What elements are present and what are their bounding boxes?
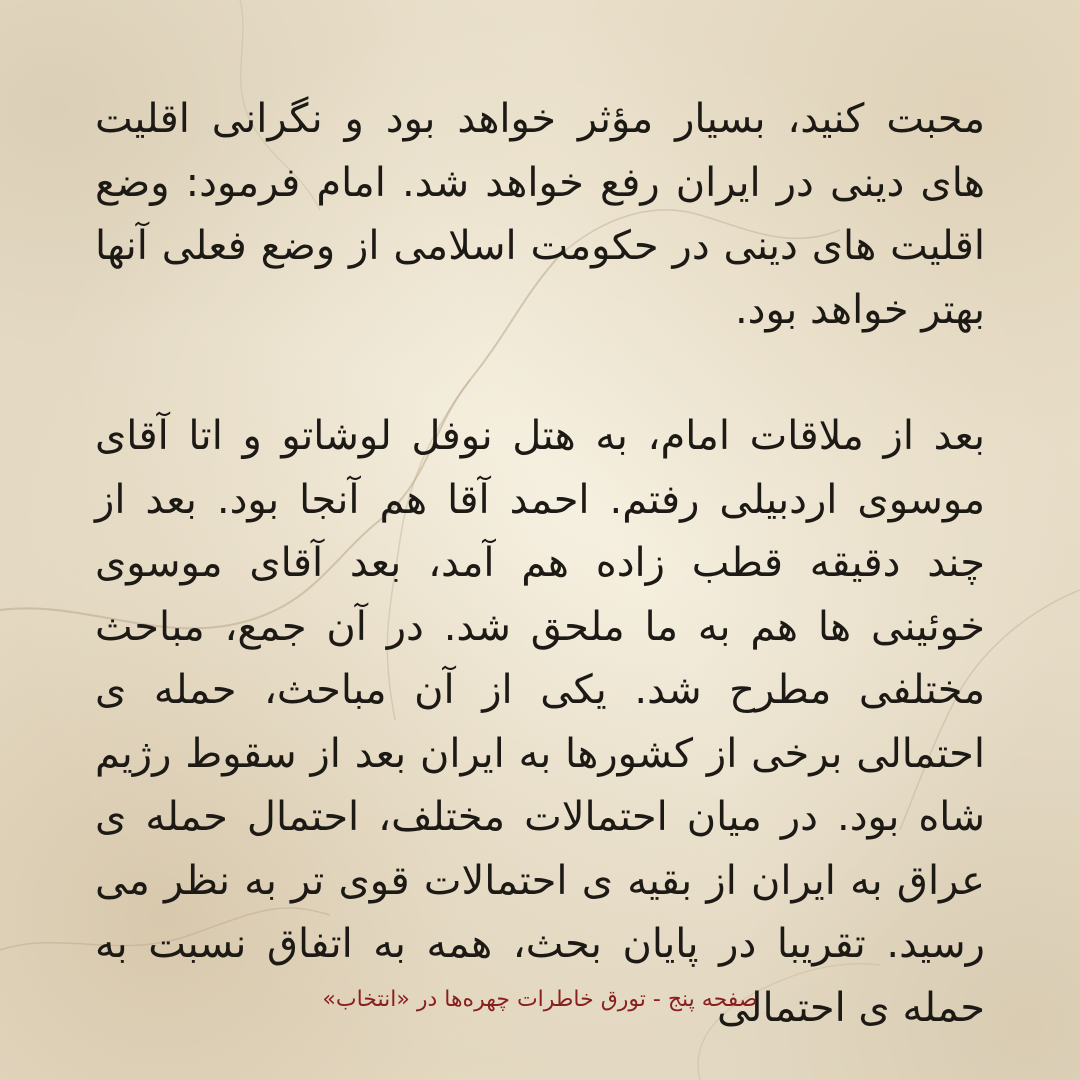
paragraph-2: بعد از ملاقات امام، به هتل نوفل لوشاتو و اتا آقای موسوی اردبیلی رفتم. احمد آقا هم آنجا بود. بعد از چند دقیقه قطب زاده هم آمد، بعد آقای موسوی خوئینی ها هم به ما ملحق شد. در آن جمع، مباحث مختلفی مطرح شد. یکی از آن مباحث، حمله ی احتمالی برخی از کشورها به ایران بعد از سقوط رژیم شاه بود. در میان احتمالات مختلف، احتمال حمله ی عراق به ایران از بقیه ی احتمالات قوی تر به نظر می رسید. تقریبا در پایان بحث، همه به اتفاق نسبت به حمله ی احتمالی: [95, 413, 985, 1031]
paragraph-1: محبت کنید، بسیار مؤثر خواهد بود و نگرانی اقلیت های دینی در ایران رفع خواهد شد. امام فرمود: وضع اقلیت های دینی در حکومت اسلامی از وضع فعلی آنها بهتر خواهد بود.: [95, 96, 985, 333]
article-body: [95, 88, 985, 1040]
page-caption: صفحه پنج - تورق خاطرات چهره‌ها در «انتخاب»: [322, 987, 758, 1012]
